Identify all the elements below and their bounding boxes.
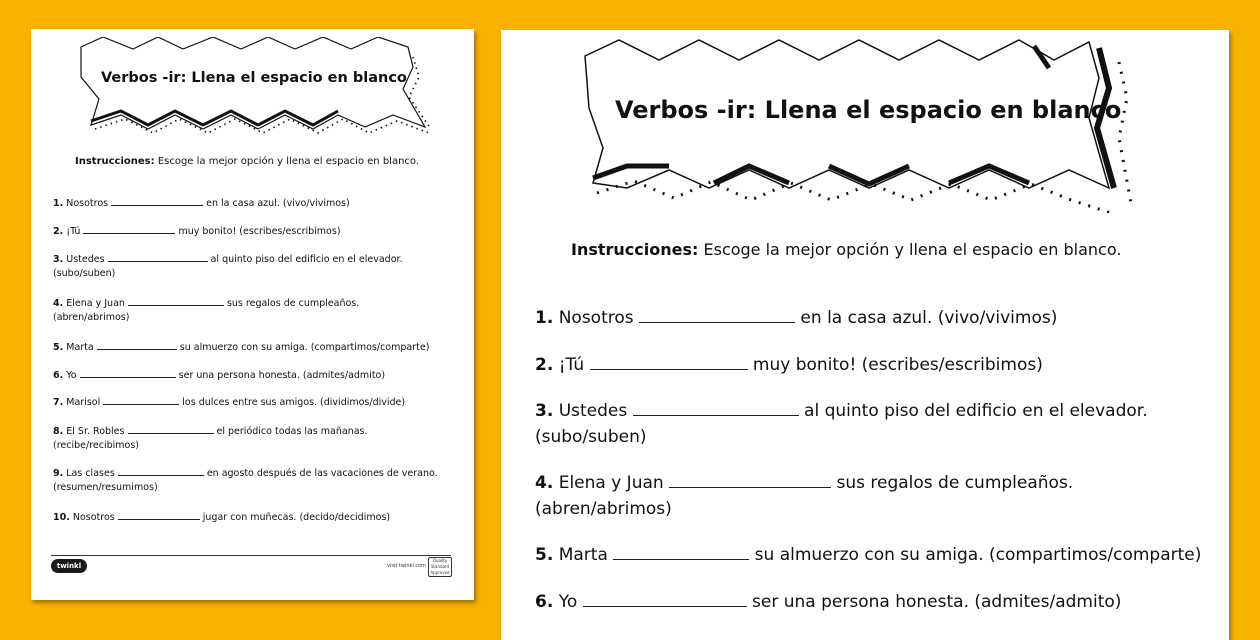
- instructions: [571, 240, 1121, 259]
- question-6: 6. Yo ser una persona honesta. (admites/admito): [535, 592, 1122, 612]
- instructions-text: Escoge la mejor opción y llena el espacio en blanco.: [154, 156, 420, 167]
- question-3: 3. Ustedes al quinto piso del edificio en el elevador. (subo/suben): [535, 401, 1148, 447]
- title-banner: [73, 37, 443, 137]
- question-5: 5. Marta su almuerzo con su amiga. (compartimos/comparte): [535, 545, 1202, 565]
- page-title: Verbos -ir: Llena el espacio en blanco: [101, 70, 407, 86]
- instructions: [75, 156, 419, 167]
- quality-badge: Quality Standard Approved: [428, 557, 452, 577]
- footer-divider: [51, 555, 451, 556]
- question-3: 3. Ustedes al quinto piso del edificio en el elevador. (subo/suben): [53, 254, 403, 279]
- question-1: 1. Nosotros en la casa azul. (vivo/vivimos): [53, 198, 350, 209]
- worksheet-thumbnail: [31, 29, 474, 600]
- question-5: 5. Marta su almuerzo con su amiga. (compartimos/comparte): [53, 342, 430, 353]
- answer-blank[interactable]: [128, 433, 214, 434]
- answer-blank[interactable]: [590, 369, 748, 370]
- question-1: 1. Nosotros en la casa azul. (vivo/vivimos): [535, 308, 1058, 328]
- question-10: 10. Nosotros jugar con muñecas. (decido/decidimos): [53, 512, 391, 523]
- answer-blank[interactable]: [80, 377, 176, 378]
- question-2: 2. ¡Tú muy bonito! (escribes/escribimos): [535, 355, 1043, 375]
- question-7: 7. Marisol los dulces entre sus amigos. (dividimos/divide): [53, 397, 406, 408]
- answer-blank[interactable]: [583, 606, 747, 607]
- instructions-label: Instrucciones:: [75, 156, 155, 167]
- answer-blank[interactable]: [613, 559, 749, 560]
- worksheet-zoomed: [501, 30, 1229, 640]
- footer-url: visit twinkl.com: [387, 563, 427, 569]
- question-9: 9. Las clases en agosto después de las vacaciones de verano. (resumen/resumimos): [53, 468, 438, 493]
- title-banner: [579, 38, 1139, 213]
- instructions-label: Instrucciones:: [571, 240, 699, 259]
- page-title: Verbos -ir: Llena el espacio en blanco: [615, 96, 1122, 124]
- answer-blank[interactable]: [103, 404, 179, 405]
- answer-blank[interactable]: [83, 233, 175, 234]
- question-8: 8. El Sr. Robles el periódico todas las mañanas. (recibe/recibimos): [53, 426, 368, 451]
- answer-blank[interactable]: [108, 261, 208, 262]
- answer-blank[interactable]: [669, 487, 831, 488]
- answer-blank[interactable]: [118, 475, 204, 476]
- answer-blank[interactable]: [639, 322, 795, 323]
- answer-blank[interactable]: [97, 349, 177, 350]
- question-6: 6. Yo ser una persona honesta. (admites/admito): [53, 370, 386, 381]
- question-2: 2. ¡Tú muy bonito! (escribes/escribimos): [53, 226, 341, 237]
- question-4: 4. Elena y Juan sus regalos de cumpleaños. (abren/abrimos): [53, 298, 360, 323]
- answer-blank[interactable]: [118, 519, 200, 520]
- answer-blank[interactable]: [128, 305, 224, 306]
- question-4: 4. Elena y Juan sus regalos de cumpleaños. (abren/abrimos): [535, 473, 1074, 519]
- answer-blank[interactable]: [633, 415, 799, 416]
- instructions-text: Escoge la mejor opción y llena el espacio en blanco.: [698, 240, 1122, 259]
- answer-blank[interactable]: [111, 205, 203, 206]
- twinkl-logo: twinkl: [51, 559, 87, 573]
